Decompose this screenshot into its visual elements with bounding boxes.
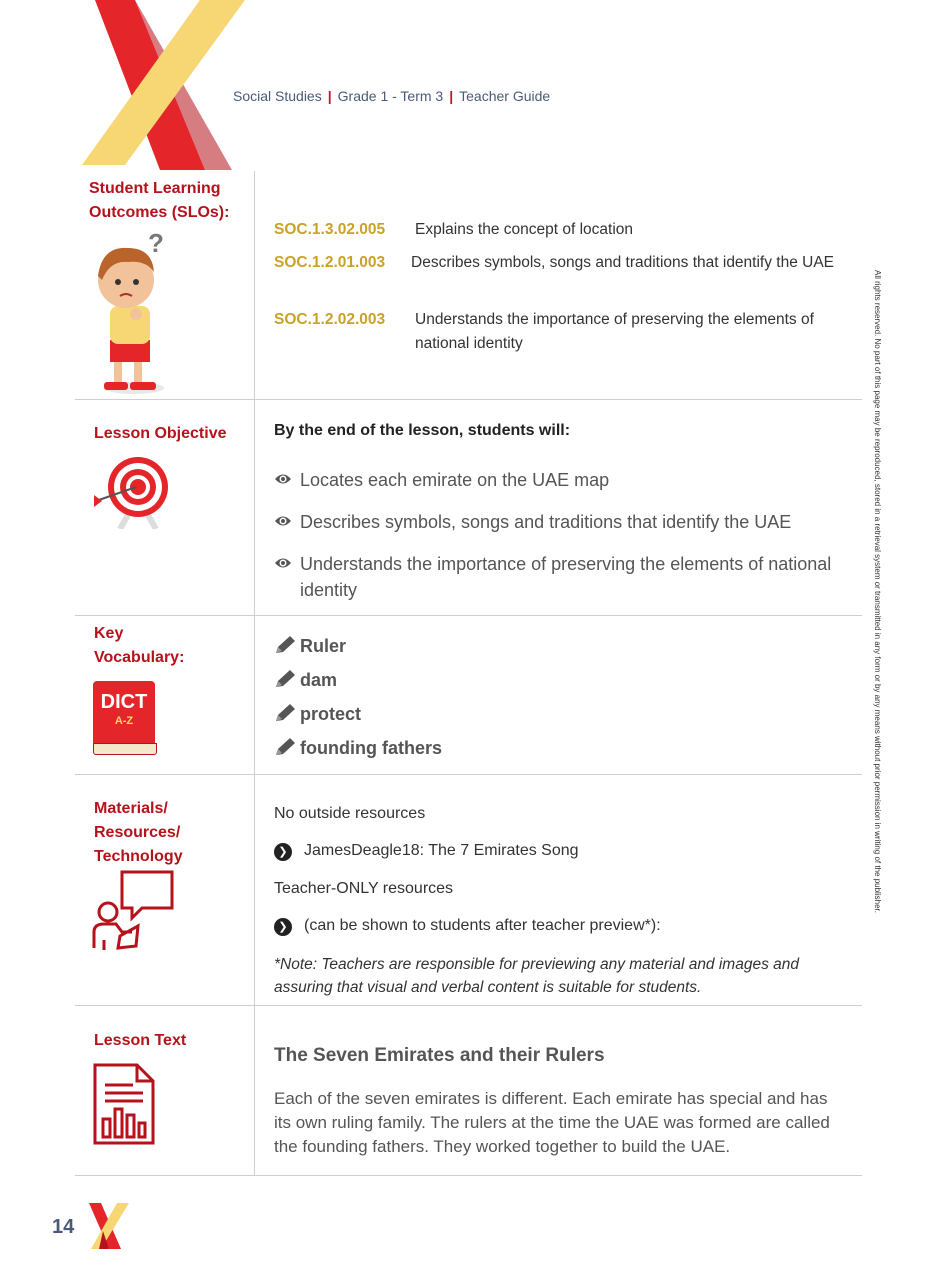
- lesson-body: Each of the seven emirates is different. Each emirate has special and has its own ruling family. The rulers at the time the UAE was formed are called the founding fathers. They worked together to build the UAE.: [274, 1089, 830, 1156]
- thinking-child-icon: [88, 228, 176, 396]
- objective-item: Describes symbols, songs and traditions that identify the UAE: [274, 509, 849, 535]
- page-number: 14: [52, 1216, 75, 1238]
- presenter-icon: [92, 870, 176, 952]
- svg-text:?: ?: [148, 228, 164, 258]
- teacher-resources-heading: Teacher-ONLY resources: [274, 880, 454, 897]
- lesson-title: The Seven Emirates and their Rulers: [274, 1045, 605, 1066]
- footer-logo: [87, 1203, 129, 1249]
- document-icon: [93, 1063, 155, 1145]
- row-divider: [75, 774, 862, 775]
- teacher-resource-item: ❯ (can be shown to students after teacher preview*):: [274, 915, 661, 937]
- pencil-icon: [274, 669, 296, 689]
- column-divider: [254, 171, 255, 1175]
- breadcrumb: Social Studies | Grade 1 - Term 3 | Teacher Guide: [233, 88, 551, 104]
- pencil-icon: [274, 635, 296, 655]
- vocab-item: protect: [274, 701, 361, 727]
- key-vocabulary-label: Key Vocabulary:: [94, 625, 185, 666]
- corner-logo: [0, 0, 260, 170]
- slo-label: Student Learning Outcomes (SLOs):: [89, 180, 230, 221]
- outside-resource-item: ❯ JamesDeagle18: The 7 Emirates Song: [274, 840, 579, 862]
- lesson-text-label: Lesson Text: [94, 1032, 187, 1049]
- copyright-notice: All rights reserved. No part of this page may be reproduced, stored in a retrieval system or transmitted in any form or by any means without prior permission in writing of the publisher.: [873, 270, 882, 913]
- eye-icon: [274, 467, 294, 493]
- slo-item: SOC.1.2.02.003 Understands the importance of preserving the elements of national identity: [274, 311, 814, 352]
- outside-resources-heading: No outside resources: [274, 805, 426, 822]
- objective-item: Understands the importance of preserving the elements of national identity: [274, 551, 849, 603]
- vocab-item: Ruler: [274, 633, 346, 659]
- slo-item: SOC.1.3.02.005 Explains the concept of location: [274, 221, 633, 238]
- eye-icon: [274, 509, 294, 535]
- arrow-right-icon: ❯: [274, 843, 292, 861]
- teacher-note: *Note: Teachers are responsible for previewing any material and images and assuring that visual and verbal content is suitable for students.: [274, 956, 799, 996]
- target-icon: [92, 455, 172, 529]
- dictionary-icon: DICT A-Z: [93, 681, 155, 755]
- materials-label: Materials/ Resources/ Technology: [94, 800, 183, 865]
- slo-item: SOC.1.2.01.003 Describes symbols, songs and traditions that identify the UAE: [274, 254, 835, 271]
- row-divider: [75, 1005, 862, 1006]
- pencil-icon: [274, 737, 296, 757]
- arrow-right-icon: ❯: [274, 918, 292, 936]
- objective-item: Locates each emirate on the UAE map: [274, 467, 849, 493]
- row-divider: [75, 1175, 862, 1176]
- objective-title: By the end of the lesson, students will:: [274, 422, 571, 439]
- breadcrumb-grade: Grade 1 - Term 3: [337, 88, 444, 104]
- vocab-item: dam: [274, 667, 337, 693]
- breadcrumb-subject: Social Studies: [233, 88, 322, 104]
- breadcrumb-guide: Teacher Guide: [459, 88, 551, 104]
- row-divider: [75, 399, 862, 400]
- vocab-item: founding fathers: [274, 735, 442, 761]
- row-divider: [75, 615, 862, 616]
- pencil-icon: [274, 703, 296, 723]
- eye-icon: [274, 551, 294, 577]
- lesson-objective-label: Lesson Objective: [94, 425, 227, 442]
